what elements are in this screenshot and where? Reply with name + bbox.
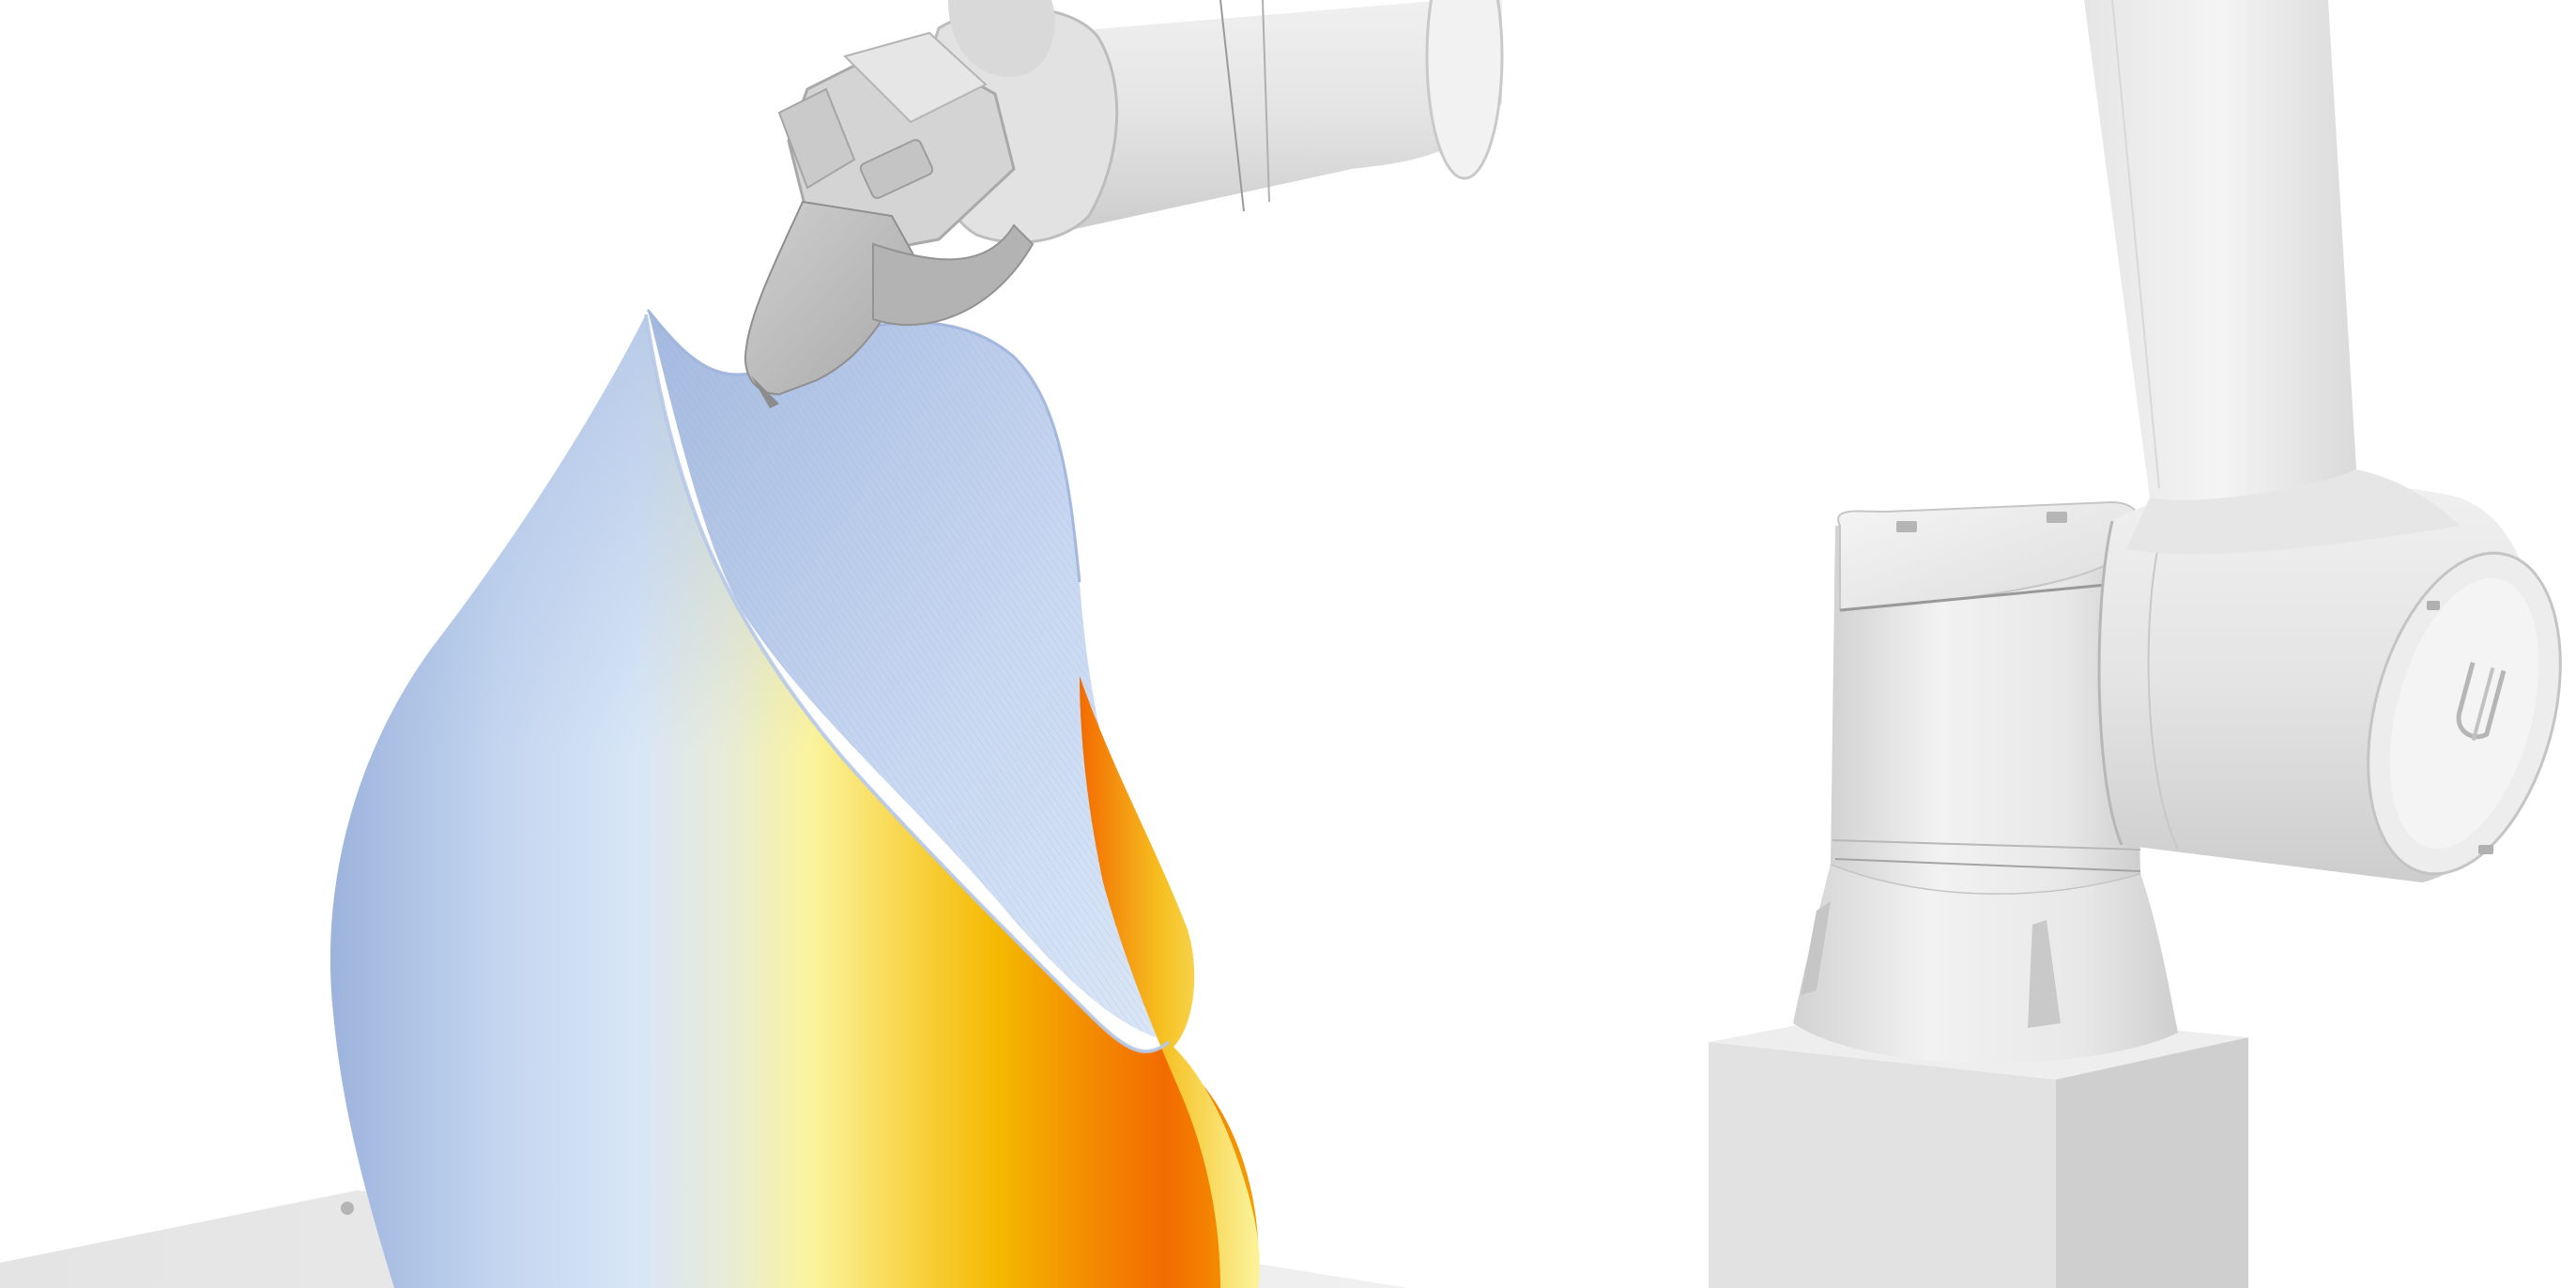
printed-object [330, 310, 1260, 1288]
robot-upper-arm [2084, 0, 2356, 500]
printing-robot [745, 0, 1502, 408]
ur-robot-arm [1709, 0, 2576, 1288]
